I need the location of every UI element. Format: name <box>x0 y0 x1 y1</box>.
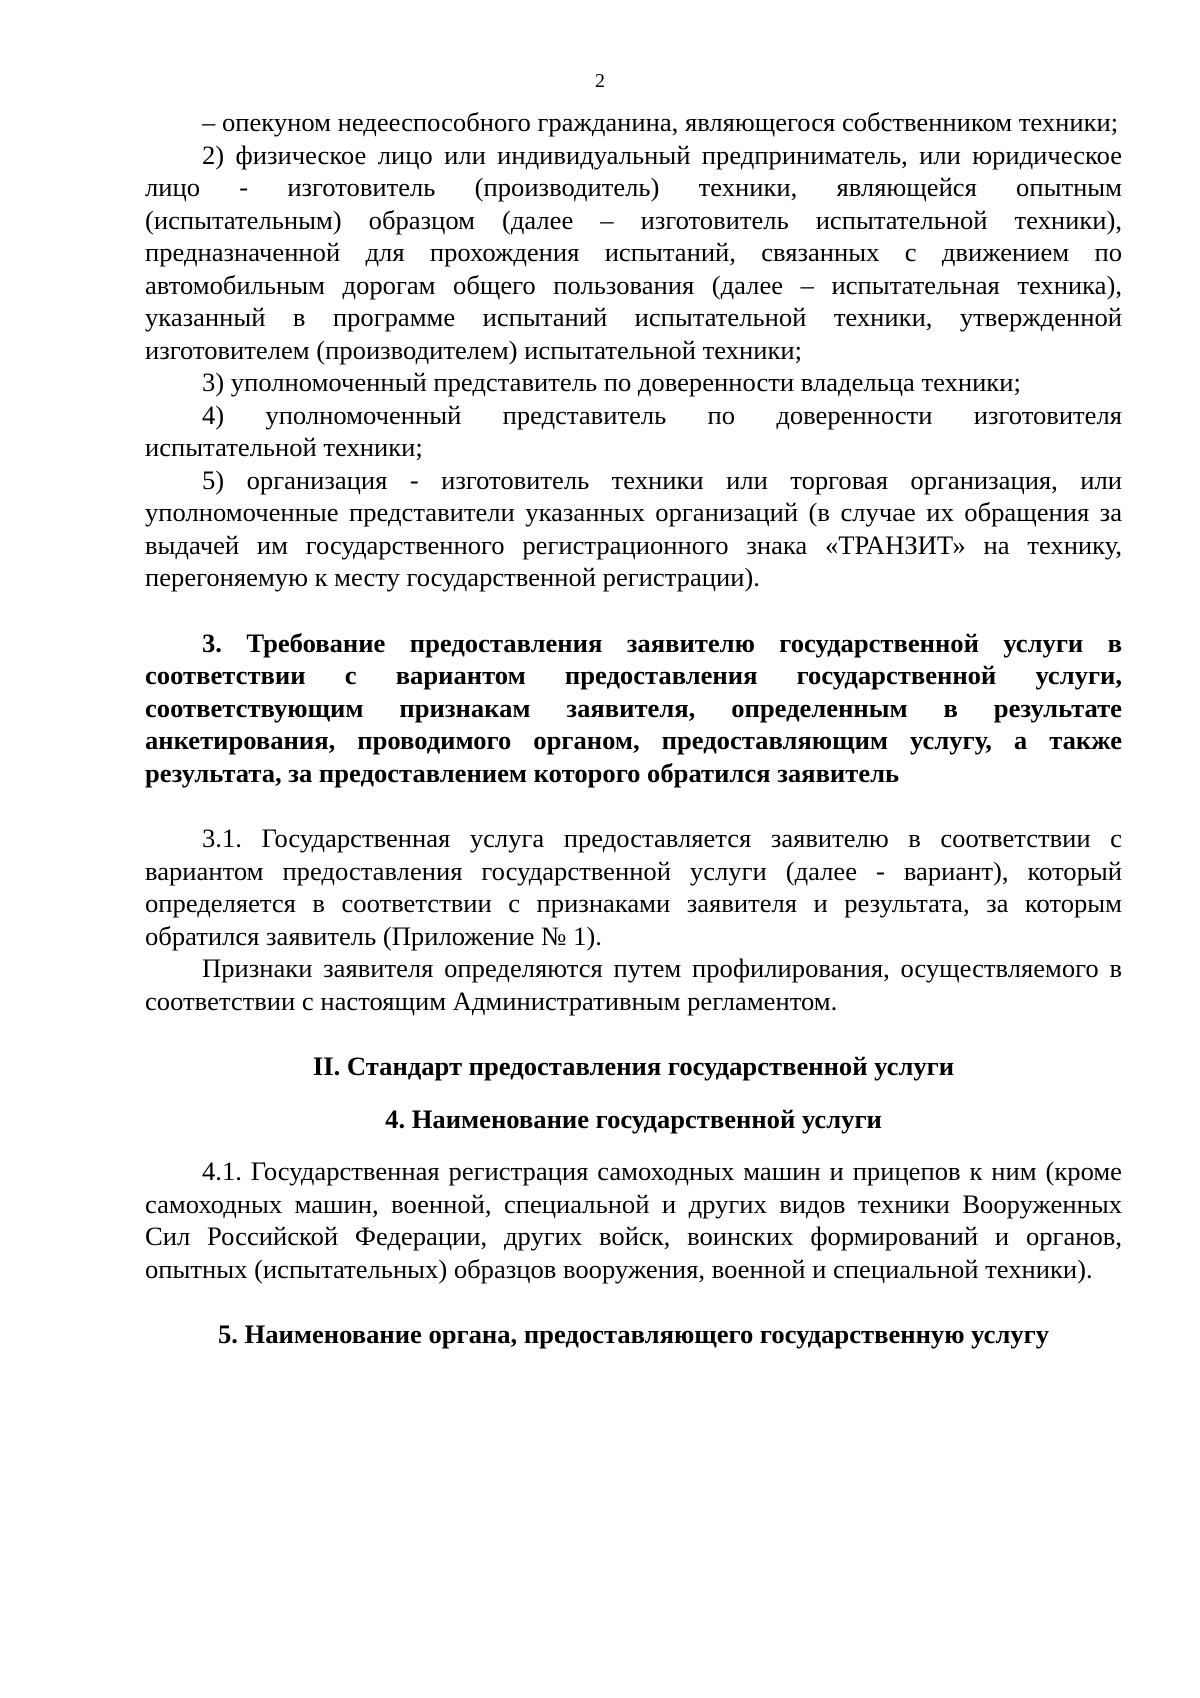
spacer <box>145 1017 1122 1050</box>
paragraph-3-1: 3.1. Государственная услуга предоставляется заявителю в соответствии с вариантом предоставления государственной услуги (далее - вариант), который определяется в соответствии с признаками заявителя и результата, за которым обратился заявитель (Приложение № 1). <box>145 823 1122 951</box>
document-body <box>145 106 1122 1351</box>
heading-section-ii: II. Стандарт предоставления государственной услуги <box>312 1051 955 1081</box>
spacer <box>145 594 1122 627</box>
heading-section-5: 5. Наименование органа, предоставляющего государственную услугу <box>217 1319 1050 1349</box>
paragraph-guardian: – опекуном недееспособного гражданина, являющегося собственником техники; <box>202 107 1119 137</box>
paragraph-4-1: 4.1. Государственная регистрация самоходных машин и прицепов к ним (кроме самоходных машин, военной, специальной и других видов техники Вооруженных Сил Российской Федерации, других войск, воинских формирований и органов, опытных (испытательных) образцов вооружения, военной и специальной техники). <box>145 1156 1122 1284</box>
spacer <box>145 789 1122 822</box>
list-item-2: 2) физическое лицо или индивидуальный предприниматель, или юридическое лицо - изготовитель (производитель) техники, являющейся опытным (испытательным) образцом (далее – изготовитель испытательной техники), предназначенной для прохождения испытаний, связанных с движением по автомобильным дорогам общего пользования (далее – испытательная техника), указанный в программе испытаний испытательной техники, утвержденной изготовителем (производителем) испытательной техники; <box>145 139 1122 365</box>
list-item-3: 3) уполномоченный представитель по доверенности владельца техники; <box>202 367 1021 397</box>
spacer <box>145 1285 1122 1318</box>
paragraph-applicant-criteria: Признаки заявителя определяются путем профилирования, осуществляемого в соответствии с настоящим Административным регламентом. <box>145 953 1122 1016</box>
heading-section-4: 4. Наименование государственной услуги <box>385 1103 882 1134</box>
list-item-4: 4) уполномоченный представитель по доверенности изготовителя испытательной техники; <box>145 399 1122 462</box>
heading-section-3: 3. Требование предоставления заявителю государственной услуги в соответствии с вариантом предоставления государственной услуги, соответствующим признакам заявителя, определенным в результате анкетирования, проводимого органом, предоставляющим услугу, а также результата, за предоставлением которого обратился заявитель <box>145 627 1122 788</box>
page-number: 2 <box>595 70 605 92</box>
spacer <box>145 1083 1122 1103</box>
spacer <box>145 1135 1122 1155</box>
list-item-5: 5) организация - изготовитель техники или торговая организация, или уполномоченные представители указанных организаций (в случае их обращения за выдачей им государственного регистрационного знака «ТРАНЗИТ» на технику, перегоняемую к месту государственной регистрации). <box>145 464 1122 592</box>
